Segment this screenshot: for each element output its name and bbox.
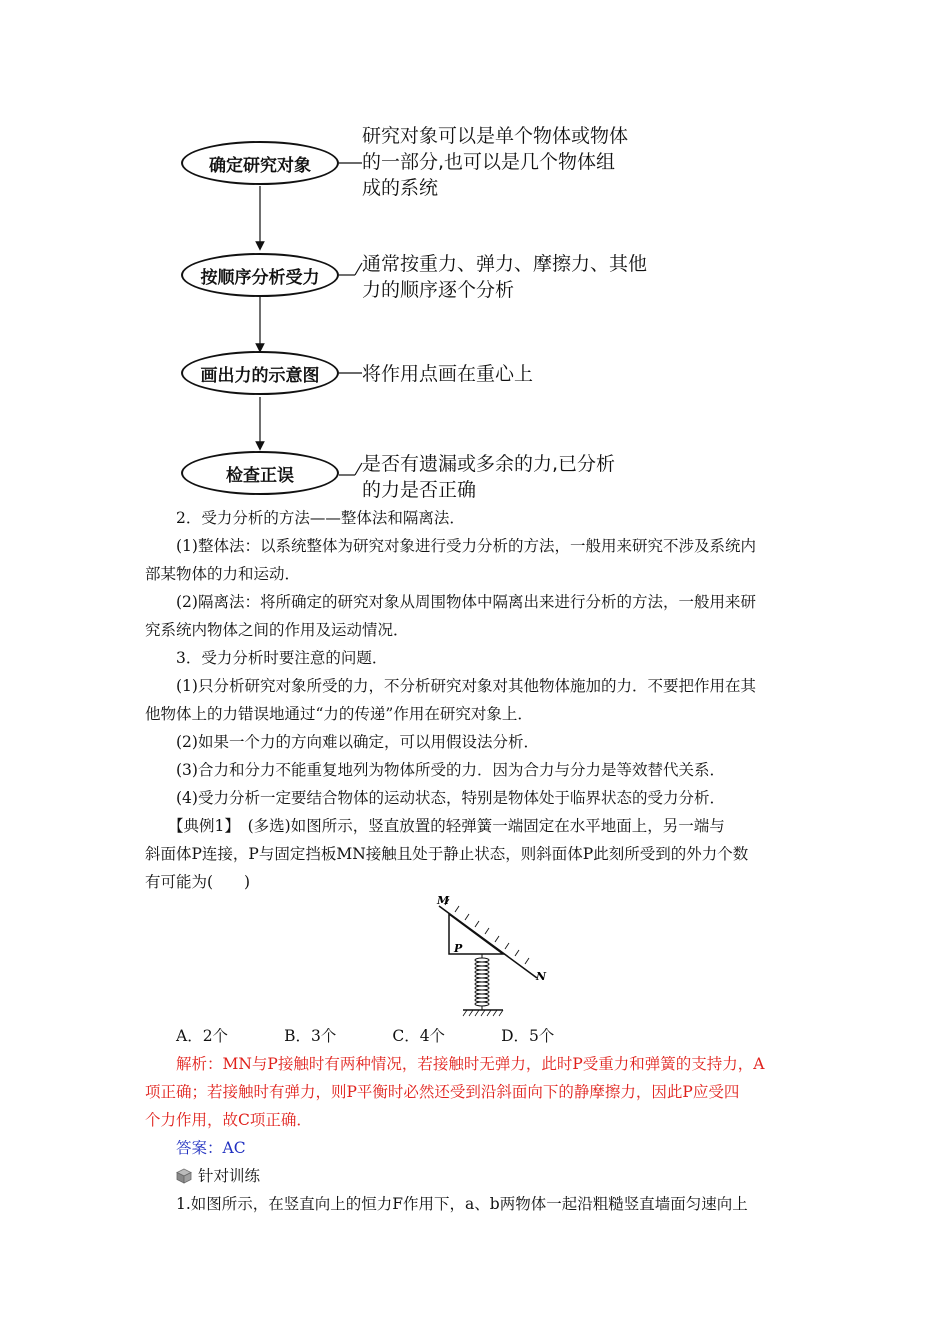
cube-icon: [176, 1168, 192, 1184]
paragraph-line: (1)整体法：以系统整体为研究对象进行受力分析的方法，一般用来研究不涉及系统内: [176, 537, 756, 555]
paragraph-line: 有可能为( ): [145, 873, 251, 891]
paragraph-line: (2)如果一个力的方向难以确定，可以用假设法分析．: [176, 733, 539, 751]
flow-step-3: [181, 351, 339, 395]
answer-options: [176, 1022, 841, 1050]
analysis: [145, 1050, 810, 1134]
paragraph-line: (1)只分析研究对象所受的力，不分析研究对象对其他物体施加的力．不要把作用在其: [176, 677, 756, 695]
paragraph-line: (2)隔离法：将所确定的研究对象从周围物体中隔离出来进行分析的方法，一般用来研: [176, 593, 756, 611]
spring-incline-figure: [425, 892, 555, 1022]
option-b: B．3个: [284, 1027, 337, 1045]
ground-hatching: [463, 1010, 503, 1016]
section-2: [145, 504, 810, 644]
paragraph-line: (3)合力和分力不能重复地列为物体所受的力．因为合力与分力是等效替代关系．: [176, 761, 725, 779]
flow-desc-line: 成的系统: [362, 177, 439, 199]
label-p: P: [454, 942, 463, 955]
paragraph-line: 1.如图所示，在竖直向上的恒力F作用下，a、b两物体一起沿粗糙竖直墙面匀速向上: [176, 1195, 748, 1213]
option-a: A．2个: [176, 1027, 229, 1045]
label-m: M: [437, 894, 450, 907]
answer-text: 答案：AC: [176, 1139, 246, 1157]
training-title: [198, 1162, 498, 1190]
section-3: [145, 644, 810, 812]
flow-step-4: [181, 451, 339, 495]
flow-desc-3: [362, 361, 533, 387]
paragraph-line: 究系统内物体之间的作用及运动情况．: [145, 621, 409, 639]
flow-desc-line: 研究对象可以是单个物体或物体: [362, 125, 629, 147]
paragraph-line: 个力作用，故C项正确．: [145, 1111, 312, 1129]
section-heading: 3．受力分析时要注意的问题．: [176, 649, 388, 667]
flow-desc-line: 的一部分,也可以是几个物体组: [362, 151, 616, 173]
flow-desc-1: [362, 123, 628, 201]
flow-step-1: [181, 141, 339, 185]
training-title-text: 针对训练: [198, 1167, 261, 1185]
paragraph-line: 项正确；若接触时有弹力，则P平衡时必然还受到沿斜面向下的静摩擦力，因此P应受四: [145, 1083, 740, 1101]
spring: [475, 954, 489, 1010]
label-n: N: [536, 970, 547, 983]
flow-step-label: 检查正误: [226, 465, 294, 486]
flow-step-label: 确定研究对象: [209, 155, 311, 176]
flow-desc-4: [362, 451, 615, 503]
flow-desc-line: 通常按重力、弹力、摩擦力、其他: [362, 253, 648, 275]
flow-desc-line: 将作用点画在重心上: [362, 363, 534, 385]
flow-step-label: 按顺序分析受力: [200, 267, 320, 288]
paragraph-line: 部某物体的力和运动．: [145, 565, 301, 583]
section-heading: 2．受力分析的方法——整体法和隔离法．: [176, 509, 465, 527]
flow-desc-2: [362, 251, 647, 303]
flow-desc-line: 力的顺序逐个分析: [362, 279, 515, 301]
training-q1: [145, 1190, 810, 1218]
paragraph-line: (4)受力分析一定要结合物体的运动状态，特别是物体处于临界状态的受力分析．: [176, 789, 725, 807]
paragraph-line: 解析：MN与P接触时有两种情况，若接触时无弹力，此时P受重力和弹簧的支持力，A: [176, 1055, 765, 1073]
flow-step-label: 画出力的示意图: [200, 365, 320, 386]
option-c: C．4个: [392, 1027, 446, 1045]
paragraph-line: 他物体上的力错误地通过“力的传递”作用在研究对象上．: [145, 705, 533, 723]
flow-desc-line: 是否有遗漏或多余的力,已分析: [362, 453, 616, 475]
flow-desc-line: 的力是否正确: [362, 479, 477, 501]
flow-step-2: [181, 253, 339, 297]
example-question: [145, 812, 810, 896]
paragraph-line: 斜面体P连接，P与固定挡板MN接触且处于静止状态，则斜面体P此刻所受到的外力个数: [145, 845, 749, 863]
option-d: D．5个: [501, 1027, 555, 1045]
answer: [145, 1134, 810, 1162]
paragraph-line: 【典例1】 (多选)如图所示，竖直放置的轻弹簧一端固定在水平地面上，另一端与: [168, 817, 725, 835]
